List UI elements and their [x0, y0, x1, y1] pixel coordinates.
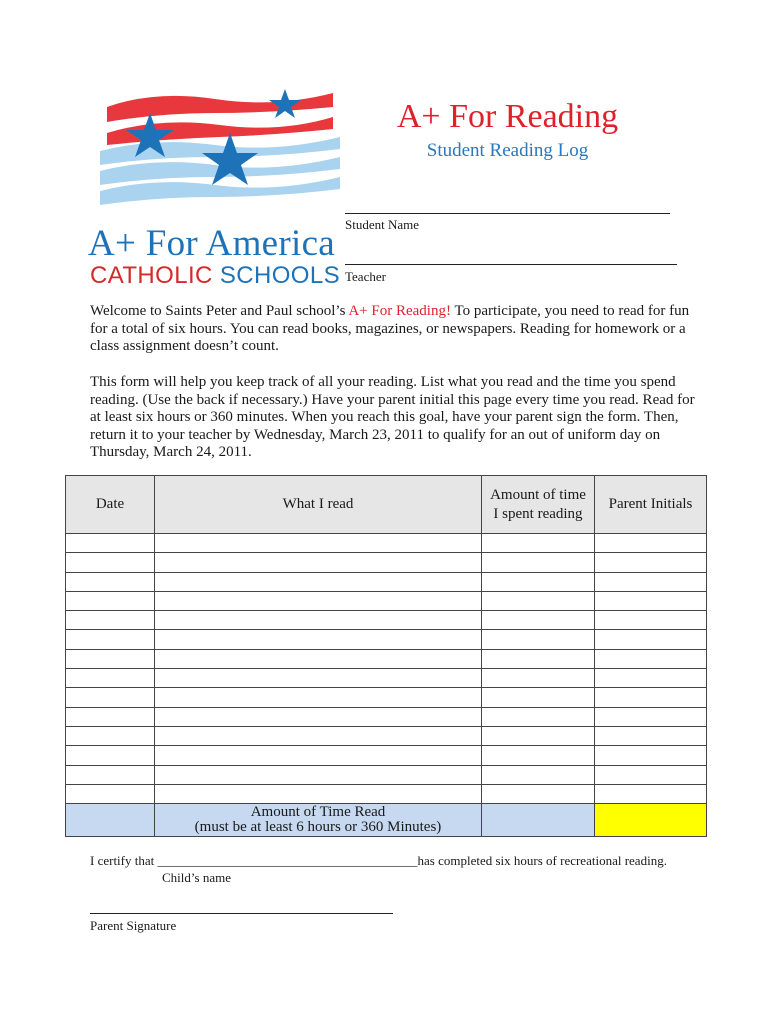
date-cell[interactable] — [66, 591, 155, 610]
total-label-line1: Amount of Time Read — [250, 804, 386, 821]
child-name-blank[interactable]: ________________________________________ — [157, 853, 418, 868]
parent-initials-cell[interactable] — [595, 630, 707, 649]
parent-signature-field[interactable] — [90, 913, 393, 914]
column-header-parent-initials: Parent Initials — [595, 476, 707, 534]
total-label-cell — [155, 804, 482, 837]
column-header-time-spent: Amount of time I spent reading — [482, 476, 595, 534]
table-row — [66, 669, 707, 688]
flag-logo-icon — [95, 85, 345, 225]
parent-initials-cell[interactable] — [595, 572, 707, 591]
date-cell[interactable] — [66, 572, 155, 591]
table-row — [66, 707, 707, 726]
intro-text-continued: To participate, you need to read for fun for a total of six hours. You can read books, magazines, or newspapers. Reading for homework or a class assignment doesn’t count. — [90, 303, 690, 355]
student-name-label: Student Name — [345, 217, 420, 232]
table-row — [66, 534, 707, 553]
total-date-cell — [66, 804, 155, 837]
total-label-line2: (must be at least 6 hours or 360 Minutes) — [194, 819, 442, 836]
date-cell[interactable] — [66, 630, 155, 649]
parent-initials-cell[interactable] — [595, 784, 707, 803]
date-cell[interactable] — [66, 649, 155, 668]
time-spent-cell[interactable] — [482, 572, 595, 591]
time-spent-cell[interactable] — [482, 553, 595, 572]
table-row — [66, 726, 707, 745]
parent-initials-cell[interactable] — [595, 707, 707, 726]
what-i-read-cell[interactable] — [155, 688, 482, 707]
what-i-read-cell[interactable] — [155, 649, 482, 668]
what-i-read-cell[interactable] — [155, 534, 482, 553]
date-cell[interactable] — [66, 707, 155, 726]
reading-log-table — [65, 475, 707, 837]
logo-catholic-text: CATHOLIC — [90, 262, 213, 289]
intro-paragraph — [90, 303, 700, 356]
logo-subtitle — [90, 262, 340, 290]
what-i-read-cell[interactable] — [155, 611, 482, 630]
column-header-what-i-read: What I read — [155, 476, 482, 534]
what-i-read-cell[interactable] — [155, 669, 482, 688]
student-name-field[interactable] — [345, 213, 670, 214]
date-cell[interactable] — [66, 669, 155, 688]
date-cell[interactable] — [66, 726, 155, 745]
time-spent-cell[interactable] — [482, 534, 595, 553]
child-name-label: Child’s name — [162, 870, 231, 885]
time-spent-cell[interactable] — [482, 688, 595, 707]
table-row — [66, 649, 707, 668]
parent-initials-cell[interactable] — [595, 534, 707, 553]
instructions-paragraph: This form will help you keep track of all your reading. List what you read and the time you spend reading. (Use the back if necessary.) Have your parent initial this page every time you read. Read for at least six hours or 360 minutes. When you reach this goal, have your parent sign the form. Then, return it to your teacher by Wednesday, March 23, 2011 to qualify for an out of uniform day on Thursday, March 24, 2011. — [90, 374, 695, 461]
date-cell[interactable] — [66, 784, 155, 803]
table-row — [66, 765, 707, 784]
date-cell[interactable] — [66, 534, 155, 553]
logo-schools-text: SCHOOLS — [219, 262, 341, 289]
intro-text: Welcome to Saints Peter and Paul school’s — [90, 303, 349, 319]
date-cell[interactable] — [66, 553, 155, 572]
what-i-read-cell[interactable] — [155, 630, 482, 649]
program-name-highlight: A+ For Reading! — [348, 303, 451, 319]
time-spent-cell[interactable] — [482, 611, 595, 630]
what-i-read-cell[interactable] — [155, 572, 482, 591]
time-spent-cell[interactable] — [482, 726, 595, 745]
table-row — [66, 746, 707, 765]
parent-initials-cell[interactable] — [595, 746, 707, 765]
table-row — [66, 553, 707, 572]
time-spent-cell[interactable] — [482, 707, 595, 726]
total-row — [66, 804, 707, 837]
certify-prefix: I certify that — [90, 853, 158, 868]
teacher-label: Teacher — [345, 269, 386, 284]
what-i-read-cell[interactable] — [155, 591, 482, 610]
star-icon — [202, 133, 258, 185]
table-row — [66, 591, 707, 610]
time-spent-cell[interactable] — [482, 649, 595, 668]
table-row — [66, 784, 707, 803]
table-header-row — [66, 476, 707, 534]
time-spent-cell[interactable] — [482, 591, 595, 610]
what-i-read-cell[interactable] — [155, 765, 482, 784]
parent-initials-cell[interactable] — [595, 726, 707, 745]
date-cell[interactable] — [66, 765, 155, 784]
what-i-read-cell[interactable] — [155, 707, 482, 726]
date-cell[interactable] — [66, 688, 155, 707]
table-row — [66, 572, 707, 591]
table-row — [66, 611, 707, 630]
parent-initials-cell[interactable] — [595, 669, 707, 688]
date-cell[interactable] — [66, 611, 155, 630]
parent-initials-cell[interactable] — [595, 611, 707, 630]
time-spent-cell[interactable] — [482, 669, 595, 688]
logo-title: A+ For America — [88, 223, 336, 264]
teacher-field[interactable] — [345, 264, 677, 265]
certification-statement — [90, 853, 667, 869]
date-cell[interactable] — [66, 746, 155, 765]
time-spent-cell[interactable] — [482, 765, 595, 784]
page-title: A+ For Reading — [396, 98, 619, 135]
parent-initials-cell[interactable] — [595, 553, 707, 572]
column-header-date: Date — [66, 476, 155, 534]
parent-initials-cell[interactable] — [595, 591, 707, 610]
parent-signature-label: Parent Signature — [90, 918, 177, 933]
table-row — [66, 688, 707, 707]
certify-suffix: has completed six hours of recreational reading. — [417, 853, 667, 868]
time-spent-cell[interactable] — [482, 746, 595, 765]
what-i-read-cell[interactable] — [155, 553, 482, 572]
what-i-read-cell[interactable] — [155, 726, 482, 745]
what-i-read-cell[interactable] — [155, 784, 482, 803]
time-spent-cell[interactable] — [482, 784, 595, 803]
what-i-read-cell[interactable] — [155, 746, 482, 765]
total-time-cell[interactable] — [482, 804, 595, 837]
total-initials-cell[interactable] — [595, 804, 707, 837]
parent-initials-cell[interactable] — [595, 688, 707, 707]
time-spent-cell[interactable] — [482, 630, 595, 649]
parent-initials-cell[interactable] — [595, 765, 707, 784]
page-subtitle: Student Reading Log — [426, 140, 589, 161]
parent-initials-cell[interactable] — [595, 649, 707, 668]
table-row — [66, 630, 707, 649]
